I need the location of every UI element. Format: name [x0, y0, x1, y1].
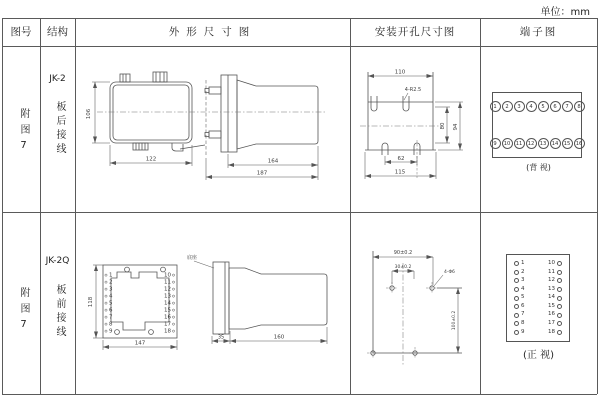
terminal-number: 15 — [548, 304, 562, 310]
svg-text:10: 10 — [164, 272, 171, 279]
terminal-number: 14 — [548, 295, 562, 301]
terminal-number: 18 — [548, 330, 562, 336]
terminal-row-top — [493, 101, 581, 112]
terminal-number: 6 — [514, 304, 525, 310]
table-border-bottom — [2, 394, 597, 395]
terminal-number: 15 — [562, 138, 573, 149]
terminal-col-left — [514, 261, 525, 335]
col-header-fig-no: 图号 — [10, 26, 32, 38]
terminal-number: 13 — [538, 138, 549, 149]
base-label: 底座 — [187, 255, 198, 261]
svg-text:2: 2 — [109, 279, 113, 286]
outline-drawing-row1 — [75, 50, 350, 210]
view-label-row2: (正 视) — [523, 350, 554, 361]
plate-terminals-right — [164, 273, 175, 335]
svg-text:8: 8 — [109, 321, 113, 328]
terminal-number: 11 — [514, 138, 525, 149]
terminal-number: 12 — [526, 138, 537, 149]
terminal-number: 9 — [514, 330, 525, 336]
svg-text:16: 16 — [164, 314, 171, 321]
dim-install-top-row1: 110 — [394, 69, 406, 76]
terminal-number: 5 — [514, 295, 525, 301]
terminal-number: 16 — [548, 312, 562, 318]
terminal-number: 10 — [548, 261, 562, 267]
svg-text:18: 18 — [164, 328, 171, 335]
terminal-number: 11 — [548, 270, 562, 276]
col-header-install: 安装开孔尺寸图 — [374, 26, 456, 38]
svg-text:4: 4 — [109, 293, 113, 300]
svg-text:3: 3 — [109, 286, 113, 293]
terminal-number: 8 — [514, 321, 525, 327]
svg-text:7: 7 — [109, 314, 113, 321]
dim-width-row2: 147 — [134, 340, 146, 347]
label-holes-row1: 4-R2.5 — [404, 87, 422, 93]
terminal-box-row2 — [506, 254, 570, 342]
table-border-right — [597, 18, 598, 394]
terminal-row-bottom — [493, 138, 581, 149]
svg-text:12: 12 — [164, 286, 171, 293]
terminal-number: 2 — [502, 101, 513, 112]
col-divider-4 — [480, 18, 481, 394]
dim-body-depth-row2: 160 — [273, 334, 285, 341]
terminal-number: 7 — [562, 101, 573, 112]
row-divider — [2, 212, 597, 213]
terminal-number: 9 — [490, 138, 501, 149]
svg-text:1: 1 — [109, 272, 113, 279]
dim-install-top-row2: 90±0.2 — [393, 250, 413, 256]
col-header-outline: 外形尺寸图 — [168, 26, 257, 38]
view-label-row1: (背 视) — [526, 163, 551, 172]
terminal-number: 4 — [526, 101, 537, 112]
table-border-left — [2, 18, 3, 394]
col-header-terminal: 端子图 — [519, 26, 558, 38]
dim-offset-row2: 30±0.2 — [394, 265, 412, 270]
col-header-structure: 结构 — [47, 26, 68, 38]
install-drawing-row1 — [350, 50, 480, 205]
svg-text:14: 14 — [164, 300, 171, 307]
terminal-number: 3 — [514, 278, 525, 284]
terminal-number: 12 — [548, 278, 562, 284]
dim-bottom-outer-row1: 115 — [394, 169, 406, 176]
terminal-number: 7 — [514, 312, 525, 318]
terminal-number: 14 — [550, 138, 561, 149]
terminal-number: 1 — [490, 101, 501, 112]
dim-depth-total-row1: 187 — [256, 170, 268, 177]
svg-text:5: 5 — [109, 300, 113, 307]
fig-no-row2: 附图7 — [18, 287, 29, 336]
terminal-number: 17 — [548, 321, 562, 327]
terminal-number: 5 — [538, 101, 549, 112]
svg-text:9: 9 — [109, 328, 113, 335]
terminal-number: 2 — [514, 270, 525, 276]
dim-outer-height-row1: 94 — [453, 123, 459, 131]
units-label: 单位：mm — [540, 7, 590, 18]
mounting-row1: 板后接线 — [54, 101, 65, 157]
header-divider — [2, 46, 597, 47]
label-holes-row2: 4-Φ6 — [444, 270, 455, 275]
outline-drawing-row2 — [75, 218, 350, 390]
svg-text:13: 13 — [164, 293, 171, 300]
terminal-number: 3 — [514, 101, 525, 112]
fig-no-row1: 附图7 — [18, 107, 29, 157]
svg-text:15: 15 — [164, 307, 171, 314]
model-row2: JK-2Q — [45, 256, 70, 266]
svg-text:17: 17 — [164, 321, 171, 328]
dim-flange-depth-row2: 35 — [217, 334, 225, 341]
model-row1: JK-2 — [49, 74, 66, 84]
terminal-box-row1 — [492, 92, 582, 158]
dim-height-row2: 118 — [88, 296, 94, 308]
terminal-number: 6 — [550, 101, 561, 112]
terminal-number: 4 — [514, 287, 525, 293]
svg-text:11: 11 — [164, 279, 171, 286]
mounting-row2: 板前接线 — [54, 284, 65, 340]
dim-bottom-inner-row1: 62 — [397, 155, 405, 162]
dim-width-row1: 122 — [145, 156, 157, 163]
terminal-number: 13 — [548, 287, 562, 293]
plate-terminals-left — [105, 273, 113, 335]
install-drawing-row2 — [350, 235, 480, 390]
terminal-number: 10 — [502, 138, 513, 149]
svg-text:6: 6 — [109, 307, 113, 314]
dim-depth-inner-row1: 164 — [267, 158, 279, 165]
dim-inner-height-row1: 80 — [440, 122, 446, 130]
terminal-col-right — [548, 261, 562, 335]
dim-install-height-row2: 100±0.2 — [452, 310, 457, 331]
terminal-number: 1 — [514, 261, 525, 267]
dim-height-row1: 106 — [86, 108, 92, 120]
terminal-number: 16 — [574, 138, 585, 149]
terminal-number: 8 — [574, 101, 585, 112]
